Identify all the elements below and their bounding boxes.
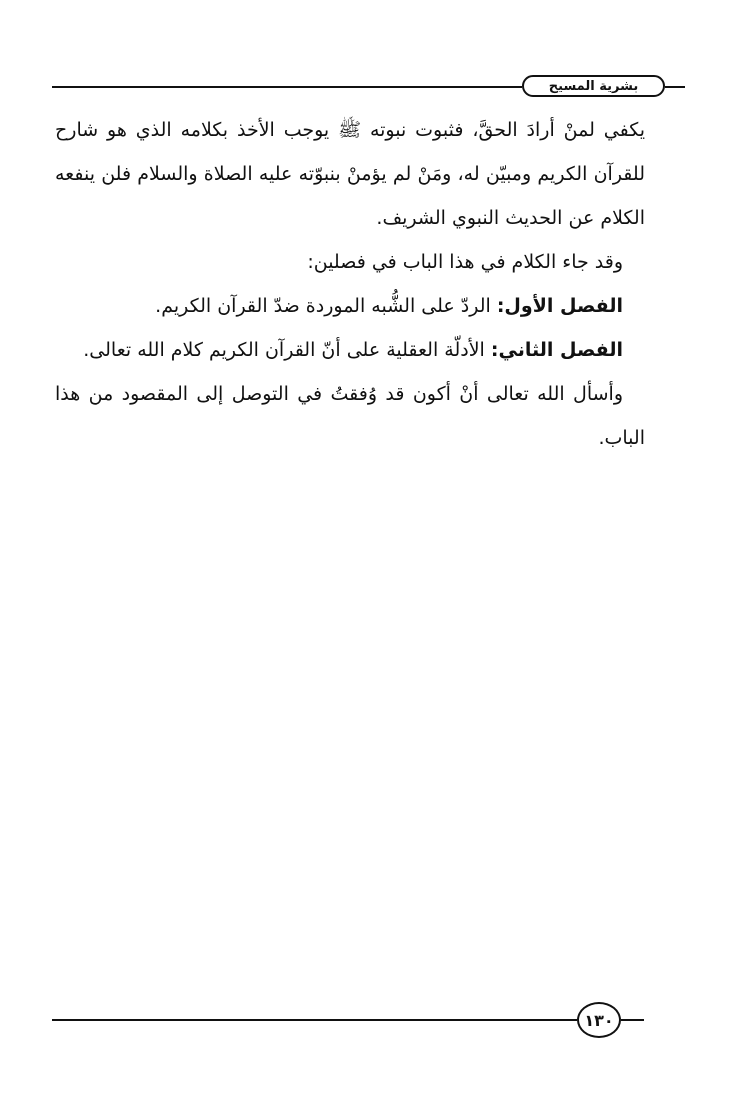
chapter-1-text: الردّ على الشُّبه الموردة ضدّ القرآن الكريم. [155,295,497,317]
page-body [55,108,645,460]
closing-paragraph: وأسأل الله تعالى أنْ أكون قد وُفقتُ في التوصل إلى المقصود من هذا الباب. [55,383,645,449]
chapters-intro: وقد جاء الكلام في هذا الباب في فصلين: [307,251,623,273]
chapter-2-label: الفصل الثاني: [490,339,623,361]
footer-rule-left [52,1019,577,1021]
page-header [52,74,644,100]
header-rule-left [52,86,522,88]
page-footer [52,1002,644,1038]
paragraph-prophethood: يكفي لمنْ أرادَ الحقَّ، فثبوت نبوته ﷺ يوجب الأخذ بكلامه الذي هو شارح للقرآن الكريم ومبيّن له، ومَنْ لم يؤمنْ بنبوّته عليه الصلاة والسلام فلن ينفعه الكلام عن الحديث النبوي الشريف. [55,119,645,229]
chapter-1-label: الفصل الأول: [496,295,623,317]
footer-rule-right [621,1019,644,1021]
chapter-2-entry [55,328,645,372]
running-title-badge [522,75,665,97]
page-number-circle [577,1002,621,1038]
chapter-1-entry [55,284,645,328]
chapter-2-text: الأدلّة العقلية على أنّ القرآن الكريم كلام الله تعالى. [83,339,491,361]
page-number: ١٣٠ [584,1010,614,1030]
running-title: بشرية المسيح [548,78,639,94]
header-rule-right [665,86,685,88]
